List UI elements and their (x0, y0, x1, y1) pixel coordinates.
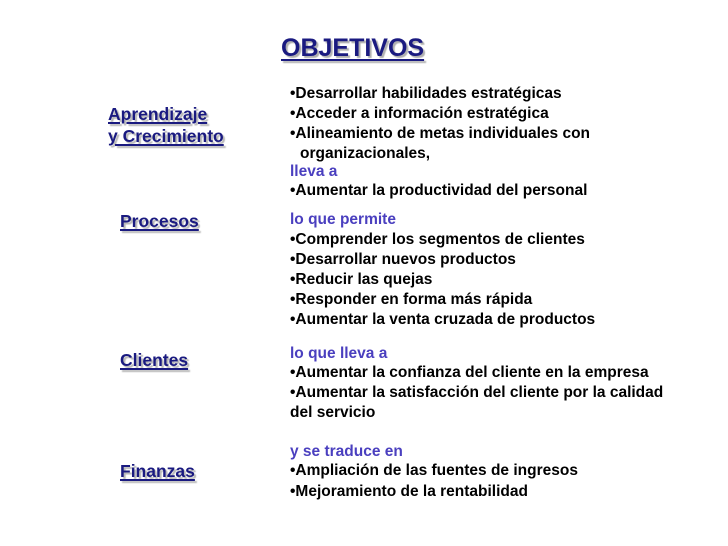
objective-item: •Comprender los segmentos de clientes (290, 231, 585, 248)
perspective-label-line: Procesos (120, 211, 199, 231)
objective-item: •Acceder a información estratégica (290, 105, 549, 122)
page-title: OBJETIVOS (281, 34, 425, 62)
objective-item-continuation: organizacionales, (300, 145, 431, 162)
connector-text: lo que permite (290, 211, 396, 228)
objective-item: •Aumentar la productividad del personal (290, 182, 588, 199)
objective-item: •Desarrollar habilidades estratégicas (290, 85, 562, 102)
connector-text: y se traduce en (290, 443, 403, 460)
objective-item: •Reducir las quejas (290, 271, 433, 288)
objective-item: •Aumentar la venta cruzada de productos (290, 311, 596, 328)
objective-item: •Alineamiento de metas individuales con (290, 125, 591, 142)
objective-item: •Mejoramiento de la rentabilidad (290, 483, 528, 500)
connector-text: lo que lleva a (290, 345, 388, 362)
objective-item: •Aumentar la confianza del cliente en la empresa (290, 364, 649, 381)
perspective-label-finanzas (120, 460, 195, 482)
perspective-label-clientes (120, 349, 188, 371)
objective-item: •Ampliación de las fuentes de ingresos (290, 462, 578, 479)
objective-item-continuation: del servicio (290, 404, 376, 421)
objective-item: •Aumentar la satisfacción del cliente por la calidad (290, 384, 664, 401)
perspective-label-aprendizaje (108, 103, 224, 147)
perspective-label-line: Clientes (120, 350, 189, 370)
objective-item: •Desarrollar nuevos productos (290, 251, 516, 268)
objective-item: •Responder en forma más rápida (290, 291, 533, 308)
perspective-label-procesos (120, 210, 199, 232)
perspective-label-line: Finanzas (120, 461, 195, 481)
perspective-label-line: y Crecimiento (108, 126, 224, 146)
connector-text: lleva a (290, 163, 338, 180)
perspective-label-line: Aprendizaje (108, 104, 208, 124)
